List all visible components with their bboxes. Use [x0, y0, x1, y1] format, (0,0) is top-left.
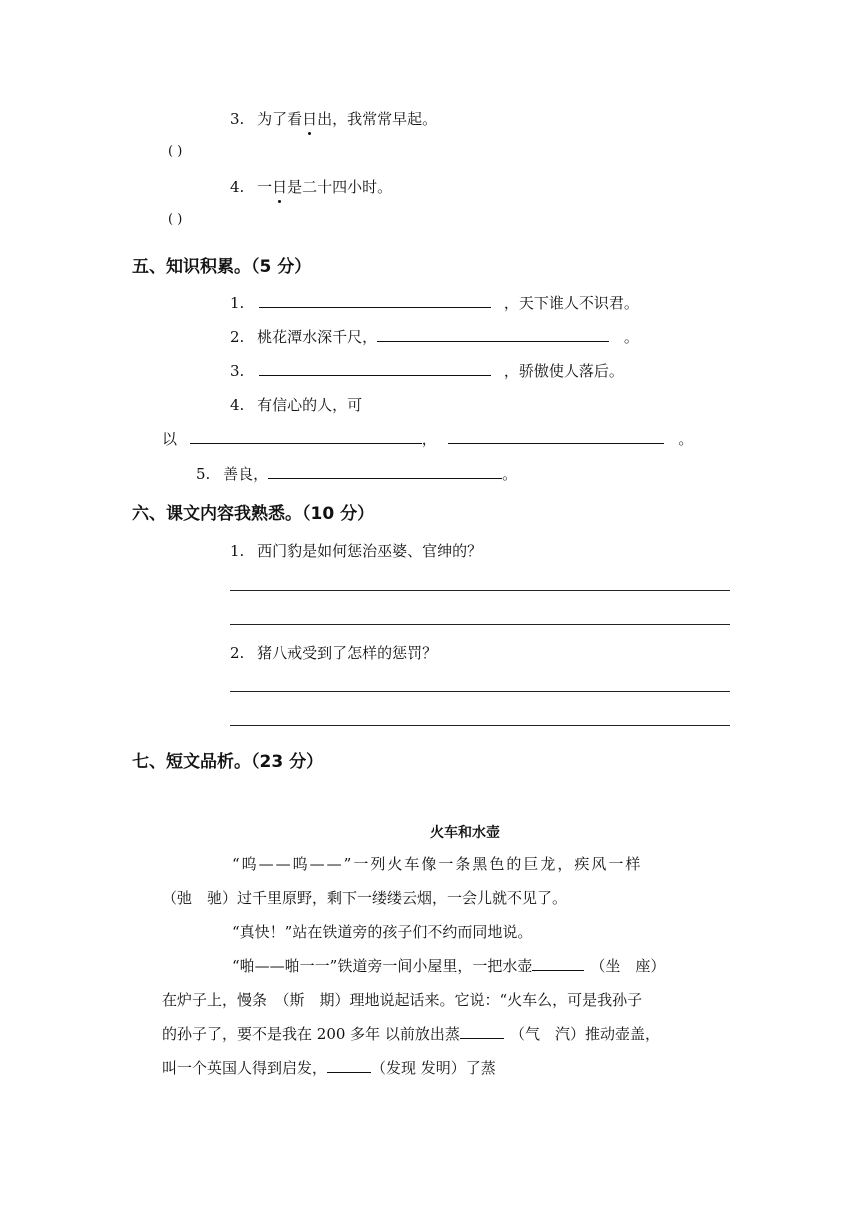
question-number: 3.: [230, 362, 245, 380]
passage-line: “真快！”站在铁道旁的孩子们不约而同地说。: [232, 923, 533, 941]
s5-q3: [230, 360, 624, 381]
question-text: 。: [502, 465, 518, 483]
passage-text: 的孙子了，要不是我在 200 多年 以前放出蒸: [162, 1025, 460, 1043]
fill-blank[interactable]: [268, 464, 502, 479]
question-text: 桃花潭水深千尺，: [257, 328, 378, 346]
s5-q5: [196, 463, 517, 484]
answer-line[interactable]: [230, 691, 730, 692]
answer-parentheses[interactable]: ( ): [168, 212, 183, 227]
question-number: 2.: [230, 644, 245, 662]
section-6-heading: 六、课文内容我熟悉。（10 分）: [132, 504, 375, 524]
passage-line: 在炉子上，慢条 （斯 期）理地说起话来。它说：“火车么，可是我孙子: [162, 991, 643, 1009]
answer-line[interactable]: [230, 725, 730, 726]
answer-line[interactable]: [230, 624, 730, 625]
s5-q4-continued: [162, 428, 693, 449]
question-text: 善良，: [223, 465, 269, 483]
q4-4: [230, 176, 392, 197]
passage-text: （发现 发明）了蒸: [371, 1059, 496, 1077]
fill-blank[interactable]: [377, 327, 609, 342]
s6-q1: [230, 540, 482, 561]
passage-line: [162, 1017, 660, 1051]
question-number: 4.: [230, 396, 245, 414]
answer-line[interactable]: [230, 590, 730, 591]
passage-line: （弛 驰）过千里原野，剩下一缕缕云烟，一会儿就不见了。: [162, 889, 568, 907]
dotted-character: 日: [302, 110, 318, 128]
question-text: 。: [623, 328, 639, 346]
question-number: 5.: [196, 465, 211, 483]
passage-text: “啪——啪一一”铁道旁一间小屋里，一把水壶: [232, 957, 533, 975]
question-number: 1.: [230, 542, 245, 560]
question-number: 4.: [230, 178, 245, 196]
question-number: 3.: [230, 110, 245, 128]
question-number: 2.: [230, 328, 245, 346]
passage-line: [162, 1051, 496, 1085]
s5-q4: [230, 394, 362, 415]
question-text: 西门豹是如何惩治巫婆、官绅的？: [257, 542, 483, 560]
question-text: 。: [678, 430, 694, 448]
fill-blank[interactable]: [532, 956, 584, 971]
question-text: 有信心的人，可: [257, 396, 363, 414]
question-text: 为了看: [257, 110, 303, 128]
passage-text: （坐 座）: [590, 957, 666, 975]
question-text: 出，我常常早起。: [317, 110, 438, 128]
fill-blank[interactable]: [259, 361, 491, 376]
fill-blank[interactable]: [259, 293, 491, 308]
question-text: 一: [257, 178, 273, 196]
passage-text: （气 汽）推动壶盖，: [509, 1025, 660, 1043]
question-number: 1.: [230, 294, 245, 312]
passage-title: 火车和水壶: [430, 825, 500, 841]
s5-q1: [230, 292, 639, 313]
question-text: ，: [421, 430, 437, 448]
s6-q2: [230, 642, 437, 663]
q4-3: [230, 108, 437, 129]
dotted-character: 日: [272, 178, 288, 196]
fill-blank[interactable]: [460, 1024, 504, 1039]
answer-parentheses[interactable]: ( ): [168, 144, 183, 159]
section-5-heading: 五、知识积累。（5 分）: [132, 257, 312, 277]
fill-blank[interactable]: [327, 1058, 371, 1073]
fill-blank[interactable]: [448, 429, 664, 444]
question-text: ，骄傲使人落后。: [503, 362, 624, 380]
passage-line: [232, 949, 665, 983]
question-text: 是二十四小时。: [287, 178, 393, 196]
fill-blank[interactable]: [190, 429, 422, 444]
question-text: ，天下谁人不识君。: [503, 294, 639, 312]
question-text: 以: [162, 430, 178, 448]
question-text: 猪八戒受到了怎样的惩罚？: [257, 644, 438, 662]
s5-q2: [230, 326, 639, 347]
section-7-heading: 七、短文品析。（23 分）: [132, 752, 324, 772]
passage-line: “呜——呜——”一列火车像一条黑色的巨龙，疾风一样: [232, 855, 643, 873]
passage-text: 叫一个英国人得到启发，: [162, 1059, 328, 1077]
